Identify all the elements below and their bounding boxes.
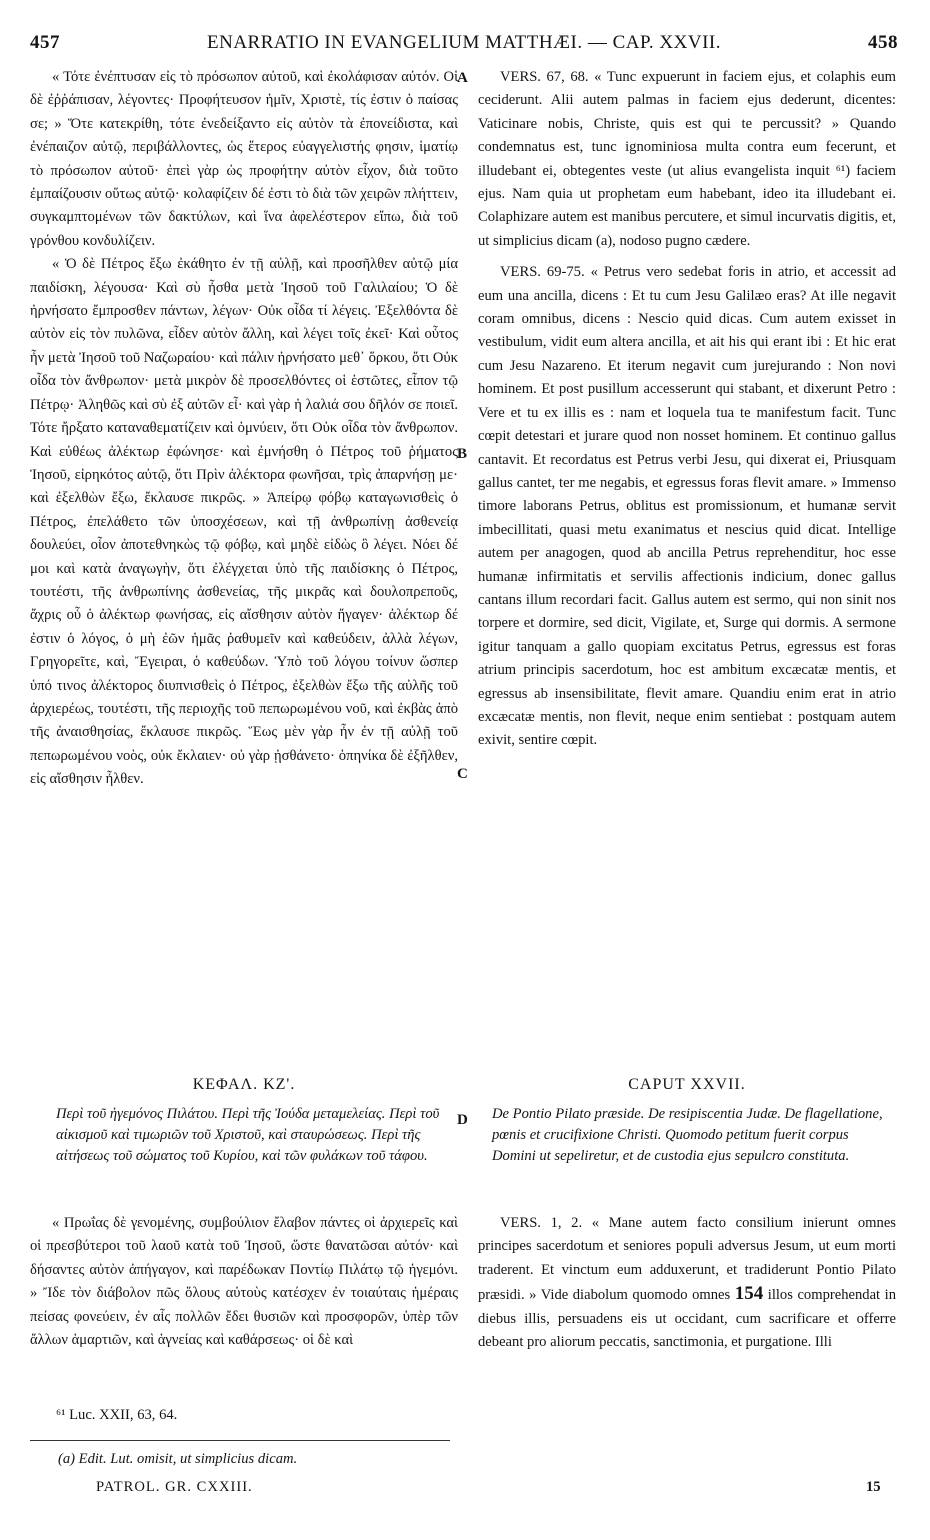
sheet-number: 15	[866, 1479, 881, 1495]
latin-chapter-text	[478, 1212, 896, 1354]
latin-chapter-summary: De Pontio Pilato præside. De resipiscentia Judæ. De flagellatione, pœnis et crucifixione Christi. Quomodo petitum fuerit corpus Domini ut sepeliretur, et de custodia ejus sepulcro constituta.	[492, 1106, 883, 1164]
margin-marker-b: B	[457, 446, 468, 462]
page-number-right: 458	[868, 32, 898, 53]
latin-text-before: VERS. 1, 2. « Mane autem facto consilium inierunt omnes principes sacerdotum et seniores populi adversus Jesum, ut eum morti traderent. Et vinctum eum adduxerunt, et tradiderunt Pontio Pilato præsidi. » Vide diabolum quomodo omnes	[478, 1215, 896, 1304]
greek-paragraph: « Τότε ἐνέπτυσαν εἰς τὸ πρόσωπον αὐτοῦ, καὶ ἐκολάφισαν αὐτόν. Οἱ δὲ ἐῤῥάπισαν, λέγοντες· Προφήτευσον ἡμῖν, Χριστὲ, τίς ἐστιν ὁ παίσας σε; » Ὅτε κατεκρίθη, τότε ἐνεδείξαντο εἰς αὐτὸν τὰ ἐπονείδιστα, καὶ ἐνέπαιζον αὐτῷ, περιβάλλοντες, ὡς ἕτερος εὐαγγελιστής φησιν, ἱματίῳ τὸ πρόσωπον αὐτοῦ· ἐπεὶ γὰρ ὡς προφήτην αὐτὸν εἶχον, διὰ τοῦτο ἐμπαίζουσιν οὕτως αὐτῷ· κολαφίζειν δέ ἐστι τὸ διὰ τῶν χειρῶν πλήττειν, συγκαμπτομένων τῶν δακτύλων, καὶ ἵνα ἀφελέστερον εἴπω, διὰ τοῦ γρόνθου κονδυλίζειν.	[30, 69, 458, 249]
greek-paragraph: « Ὁ δὲ Πέτρος ἔξω ἐκάθητο ἐν τῇ αὐλῇ, καὶ προσῆλθεν αὐτῷ μία παιδίσκη, λέγουσα· Καὶ σὺ ἦσθα μετὰ Ἰησοῦ τοῦ Γαλιλαίου; Ὁ δὲ ἠρνήσατο ἔμπροσθεν πάντων, λέγων· Οὐκ οἶδα τί λέγεις. Ἐξελθόντα δὲ αὐτὸν εἰς τὸν πυλῶνα, εἶδεν αὐτὸν ἄλλη, καὶ λέγει τοῖς ἐκεῖ· Καὶ οὗτος ἦν μετὰ Ἰησοῦ τοῦ Ναζωραίου· καὶ πάλιν ἠρνήσατο μεθ᾽ ὅρκου, ὅτι Οὐκ οἶδα τὸν ἄνθρωπον· μετὰ μικρὸν δὲ προσελθόντες οἱ ἑστῶτες, εἶπον τῷ Πέτρῳ· Ἀληθῶς καὶ σὺ ἐξ αὐτῶν εἶ· καὶ γὰρ ἡ λαλιά σου δῆλόν σε ποιεῖ. Τότε ἤρξατο καταναθεματίζειν καὶ ὀμνύειν, ὅτι Οὐκ οἶδα τὸν ἄνθρωπον. Καὶ εὐθέως ἀλέκτωρ ἐφώνησε· καὶ ἐμνήσθη ὁ Πέτρος τοῦ ῥήματος Ἰησοῦ, εἰρηκότος αὐτῷ, ὅτι Πρὶν ἀλέκτορα φωνῆσαι, τρὶς ἀπαρνήσῃ με· καὶ ἐξελθὼν ἔξω, ἔκλαυσε πικρῶς. » Ἀπείρῳ φόβῳ καταγωνισθεὶς ὁ Πέτρος, ἐπελάθετο τῶν ὑποσχέσεων, καὶ τῇ ἀνθρωπίνῃ ἀσθενείᾳ δουλεύει, οἷον ἀποτεθνηκὼς τῷ φόβῳ, καὶ μηδὲ εἰδὼς ὃ λέγει. Νόει δέ μοι καὶ κατὰ ἀναγωγὴν, ὅτι ἐλέγχεται ὑπὸ τῆς παιδίσκης ὁ Πέτρος, τουτέστι, τῆς ἀνθρωπίνης ἀσθενείας, τῆς μικρᾶς καὶ δουλοπρεποῦς, ἄχρις οὗ ὁ ἀλέκτωρ φωνήσας, εἰς αἴσθησιν αὐτὸν ἤγαγεν· ἀλέκτωρ δέ ἐστιν ὁ λόγος, ὁ μὴ ἐῶν ἡμᾶς ῥαθυμεῖν καὶ καθεύδειν, ἀλλὰ λέγων, Γρηγορεῖτε, καὶ, Ἔγειραι, ὁ καθεύδων. Ὑπὸ τοῦ λόγου τοίνυν ὥσπερ ὑπό τινος ἀλέκτορος διυπνισθεὶς ὁ Πέτρος, ἐξελθὼν ἔξω τῆς αὐλῆς τοῦ ἀρχιερέως, τουτέστι, τῆς περιοχῆς τοῦ πεπωρωμένου νοῦ, καὶ ἐκβὰς ἀπὸ τῆς ἀναισθησίας, ἔκλαυσε πικρῶς. Ἕως μὲν γὰρ ἦν ἐν τῇ αὐλῇ τοῦ πεπωρωμένου νοὸς, οὐκ ἔκλαιεν· οὐ γὰρ ᾐσθάνετο· ὁπηνίκα δὲ ἐξῆλθεν, εἰς αἴσθησιν ἦλθεν.	[30, 256, 458, 788]
latin-column-bottom	[478, 1212, 896, 1354]
greek-column-bottom	[30, 1212, 458, 1352]
column-number: 154	[734, 1283, 764, 1305]
footnote-reference: ⁶¹ Luc. XXII, 63, 64.	[56, 1407, 178, 1423]
greek-chapter-summary: Περὶ τοῦ ἡγεμόνος Πιλάτου. Περὶ τῆς Ἰούδα μεταμελείας. Περὶ τοῦ αἰκισμοῦ καὶ τιμωριῶν τοῦ Χριστοῦ, καὶ σταυρώσεως. Περὶ τῆς αἰτήσεως τοῦ σώματος τοῦ Κυρίου, καὶ τῶν φυλάκων τοῦ τάφου.	[56, 1106, 440, 1164]
signature-mark: PATROL. GR. CXXIII.	[96, 1479, 253, 1495]
latin-paragraph: VERS. 69-75. « Petrus vero sedebat foris in atrio, et accessit ad eum una ancilla, dicens : Et tu cum Jesu Galilæo eras? At ille negavit coram omnibus, dicens : Nescio quid dicas. Cum autem exisset in vestibulum, vidit eum altera ancilla, et ait his qui erant ibi : Et hic erat cum Jesu Nazareno. Et iterum negavit cum jurejurando : Non novi hominem. Et post pusillum accesserunt qui stabant, et dixerunt Petro : Vere et tu ex illis es : nam et loquela tua te manifestum facit. Tunc cœpit detestari et jurare quod non nosset hominem. Et continuo gallus cantavit. Et recordatus est Petrus verbi Jesu, qui dixerat ei, Priusquam gallus cantet, ter me negabis, et egressus foras flevit amare. » Immenso timore laborans Petrus, oblitus est promissionum, et humanæ servit imbecillitati, quasi metu exanimatus et nescius quid dicat. Intellige autem per anagogen, quod ab ancilla Petrus reprehenditur, hoc esse humanæ infirmitatis et servilis affectionis indicium, donec gallus cantans illum recordari facit. Gallus autem est sermo, qui non sinit nos torpere et dormire, sed dicit, Vigilate, et, Surge qui dormis. A sermone igitur tanquam a gallo quopiam excitatus Petrus, egressus est foras atrium principis sacerdotum, hoc est ambitum excæcatæ mentis, et egressus ab insensibilitate, flevit amare. Quandiu enim erat in atrio excæcatæ mentis, non flevit, neque enim sentiebat : postquam autem exivit, sentire cœpit.	[478, 264, 896, 749]
footnote-divider	[30, 1440, 450, 1441]
page-number-left: 457	[30, 32, 60, 53]
latin-paragraph: VERS. 67, 68. « Tunc expuerunt in faciem ejus, et colaphis eum ceciderunt. Alii autem palmas in faciem ejus dederunt, dicentes: Vaticinare nobis, Christe, quis est qui te percussit? » Quando condemnatus est, tunc ignominiosa multa contra eum fecerunt, et illudebant ei, obtegentes veste (ut alius evangelista inquit ⁶¹) faciem ejus. Nam quia ut prophetam eum habebant, ideo ita illudebant ei. Colaphizare autem est manibus percutere, et simul incurvatis digitis, et, ut simplicius dicam (a), nodoso pugno cædere.	[478, 69, 896, 249]
running-title: ENARRATIO IN EVANGELIUM MATTHÆI. — CAP. XXVII.	[207, 32, 721, 53]
latin-chapter-title: CAPUT XXVII.	[628, 1076, 746, 1093]
latin-text-after: illos comprehendat in diebus illis, persuadens eis ut occidant, cum sacrificare et offerre debeant pro aliorum peccatis, sanctimonia, et purgatione. Illi	[478, 1287, 896, 1351]
margin-marker-a: A	[457, 70, 468, 86]
latin-column-top	[478, 66, 896, 753]
page-header	[30, 32, 898, 56]
greek-chapter-title: ΚΕΦΑΛ. ΚΖ'.	[192, 1076, 296, 1093]
margin-marker-d: D	[457, 1112, 468, 1128]
greek-column-top	[30, 66, 458, 792]
footnote-a: (a) Edit. Lut. omisit, ut simplicius dicam.	[58, 1451, 298, 1467]
greek-chapter-text: « Πρωΐας δὲ γενομένης, συμβούλιον ἔλαβον πάντες οἱ ἀρχιερεῖς καὶ οἱ πρεσβύτεροι τοῦ λαοῦ κατὰ τοῦ Ἰησοῦ, ὥστε θανατῶσαι αὐτόν· καὶ δήσαντες αὐτὸν ἀπήγαγον, καὶ παρέδωκαν Ποντίῳ Πιλάτῳ τῷ ἡγεμόνι. » Ἴδε τὸν διάβολον πῶς ὅλους αὐτοὺς κατέσχεν ἐν τοιαύταις ἡμέραις πείσας φονεύειν, ἐν αἷς πολλῶν ἔδει θυσιῶν καὶ προσφορῶν, ὑπὲρ τῶν ἄλλων ἁμαρτιῶν, καὶ ἁγνείας καὶ καθάρσεως· οἱ δὲ καὶ	[30, 1215, 458, 1349]
margin-marker-c: C	[457, 766, 468, 782]
